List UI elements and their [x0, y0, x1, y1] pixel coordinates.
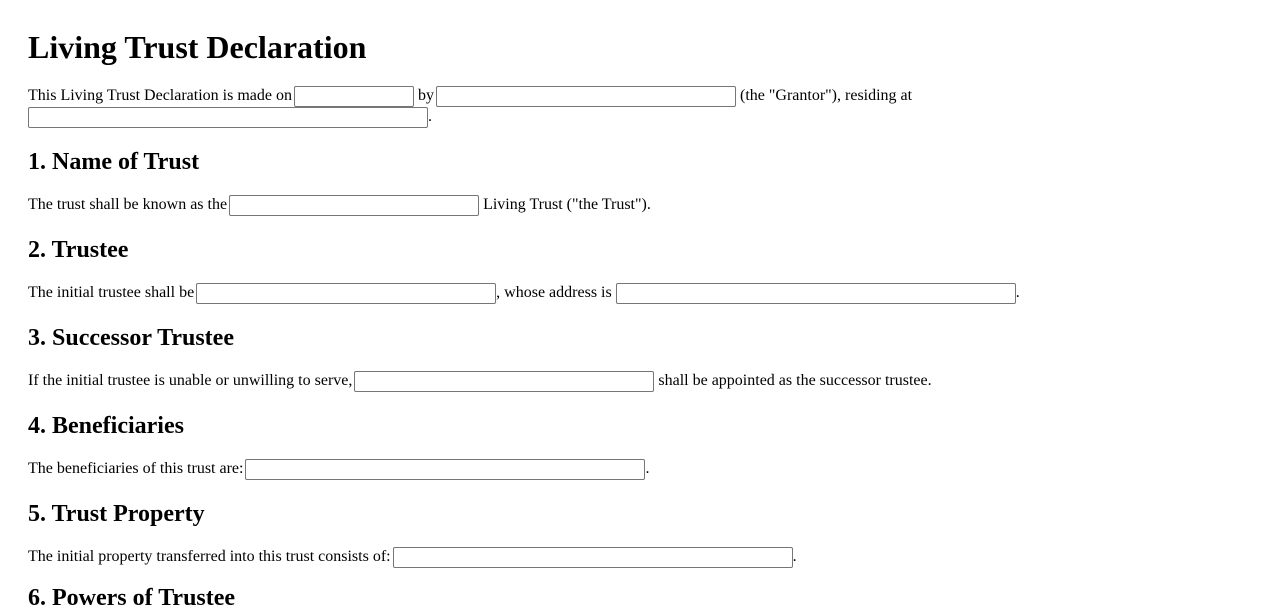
trustee-name-input[interactable] [196, 283, 496, 304]
section-heading-powers-of-trustee: 6. Powers of Trustee [28, 585, 236, 611]
intro-line-2 [28, 106, 432, 128]
trustee-line [28, 282, 1020, 304]
beneficiaries-end-period: . [645, 460, 650, 477]
trustee-address-input[interactable] [616, 283, 1016, 304]
grantor-residence-input[interactable] [28, 107, 428, 128]
trust-name-text-after: Living Trust ("the Trust"). [483, 196, 651, 213]
trustee-end-period: . [1015, 284, 1020, 301]
beneficiaries-text-before: The beneficiaries of this trust are: [28, 460, 244, 477]
successor-line [28, 370, 932, 392]
section-heading-trust-property: 5. Trust Property [28, 501, 205, 527]
intro-grantor-text: (the "Grantor"), residing at [739, 87, 913, 104]
trustee-text-middle: , whose address is [496, 284, 612, 301]
date-input[interactable] [294, 86, 414, 107]
section-heading-beneficiaries: 4. Beneficiaries [28, 413, 184, 439]
intro-by-text: by [417, 87, 434, 104]
trust-name-input[interactable] [229, 195, 479, 216]
grantor-name-input[interactable] [436, 86, 736, 107]
section-heading-name-of-trust: 1. Name of Trust [28, 149, 200, 175]
trust-name-line [28, 194, 651, 216]
beneficiaries-line [28, 458, 649, 480]
property-line [28, 546, 797, 568]
successor-text-before: If the initial trustee is unable or unwilling to serve, [28, 372, 353, 389]
successor-text-after: shall be appointed as the successor trustee. [658, 372, 932, 389]
section-heading-trustee: 2. Trustee [28, 237, 129, 263]
page-title: Living Trust Declaration [28, 29, 367, 65]
section-heading-successor-trustee: 3. Successor Trustee [28, 325, 234, 351]
successor-trustee-input[interactable] [354, 371, 654, 392]
intro-end-period: . [428, 108, 432, 125]
property-text-before: The initial property transferred into this trust consists of: [28, 548, 391, 565]
trust-name-text-before: The trust shall be known as the [28, 196, 228, 213]
intro-line-1 [28, 85, 912, 107]
property-end-period: . [792, 548, 797, 565]
trustee-text-before: The initial trustee shall be [28, 284, 195, 301]
trust-property-input[interactable] [393, 547, 793, 568]
beneficiaries-input[interactable] [245, 459, 645, 480]
intro-made-on-text: This Living Trust Declaration is made on [28, 87, 292, 104]
